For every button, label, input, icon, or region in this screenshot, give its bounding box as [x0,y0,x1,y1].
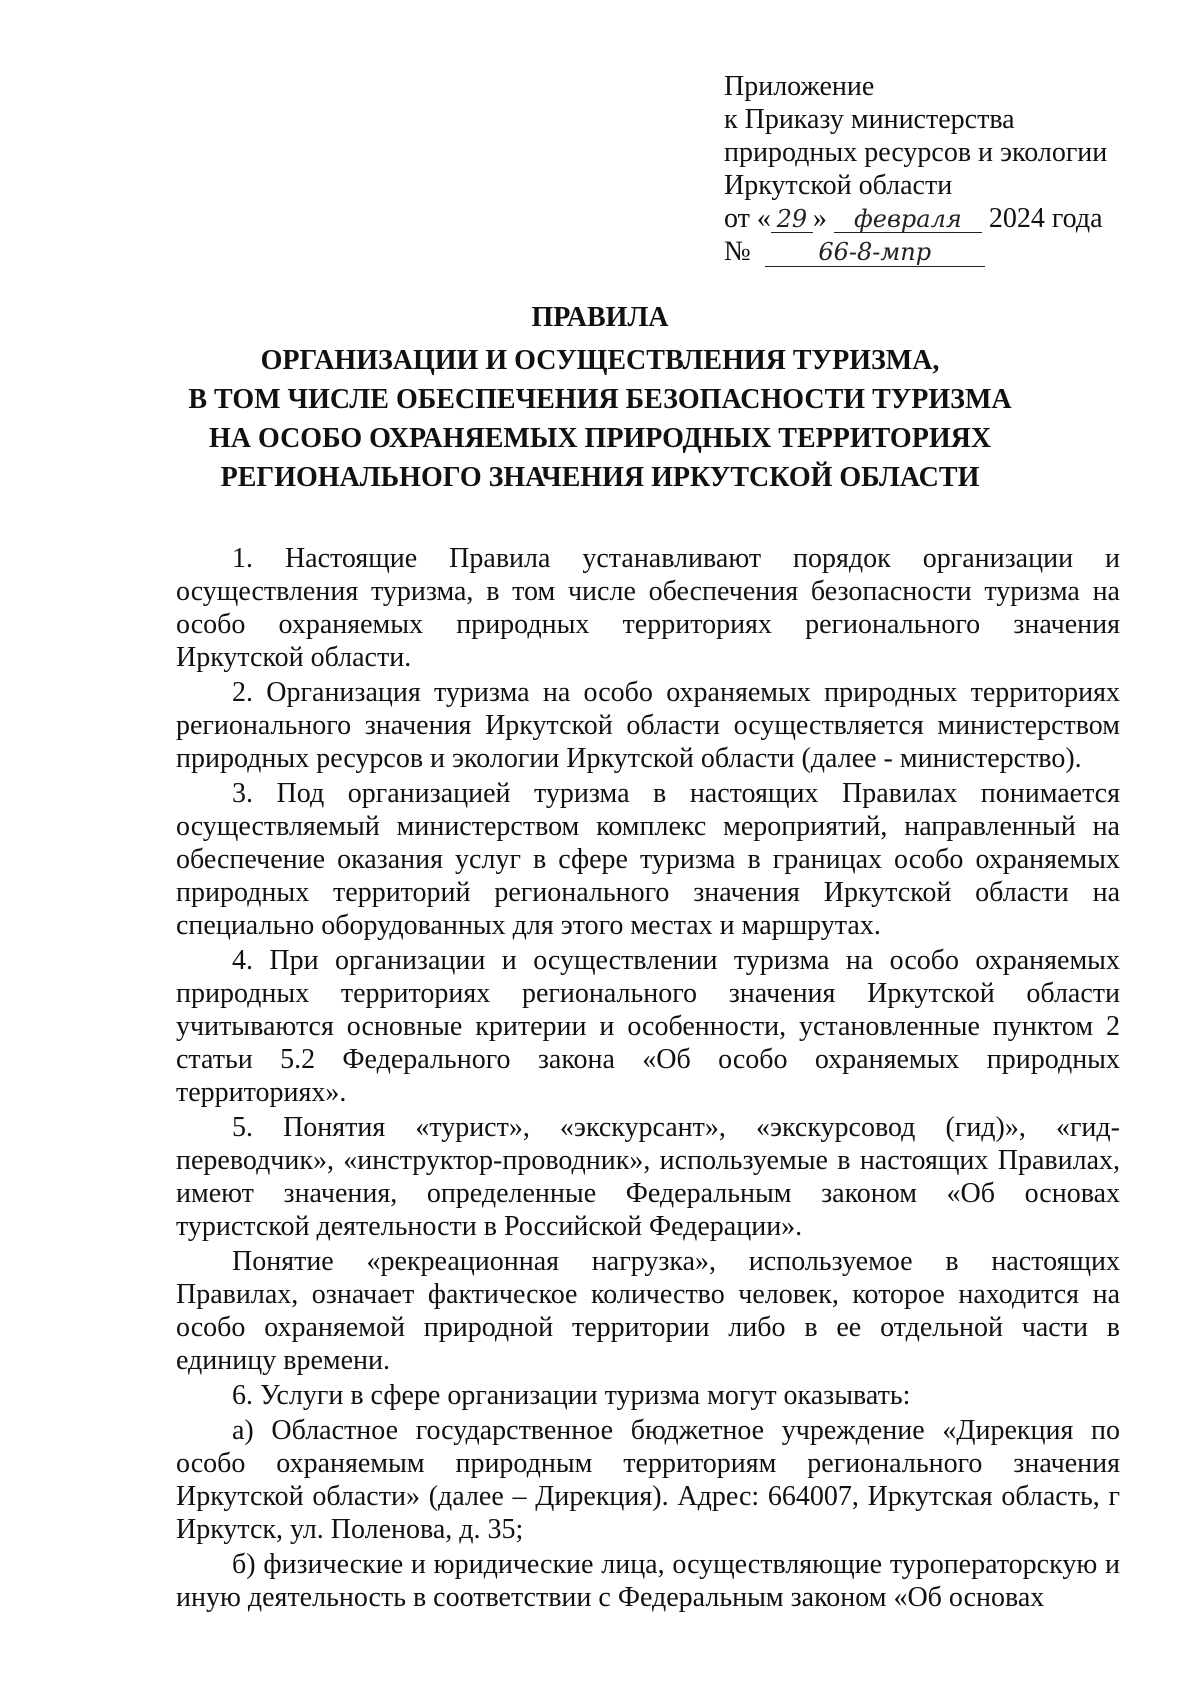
appendix-date-line [724,202,1144,235]
appendix-line-3: природных ресурсов и экологии [724,137,1108,168]
title-line-4: РЕГИОНАЛЬНОГО ЗНАЧЕНИЯ ИРКУТСКОЙ ОБЛАСТИ [220,462,980,493]
paragraph-5-recreational-load: Понятие «рекреационная нагрузка», используемое в настоящих Правилах, означает фактическое количество человек, которое находится на особо охраняемой природной территории либо в ее отдельной части в единицу времени. [176,1246,1120,1376]
number-handwritten: 66-8-мпр [765,238,985,267]
appendix-number-line [724,235,1144,268]
document-title [150,298,1050,497]
date-day-handwritten: 29 [771,206,813,233]
appendix-header [724,70,1144,268]
date-year: 2024 года [988,203,1103,234]
title-main: ПРАВИЛА [531,302,669,333]
paragraph-6b: б) физические и юридические лица, осуществляющие туроператорскую и иную деятельность в соответствии с Федеральным законом «Об основах [176,1549,1120,1613]
title-line-2: В ТОМ ЧИСЛЕ ОБЕСПЕЧЕНИЯ БЕЗОПАСНОСТИ ТУРИЗМА [188,384,1012,415]
appendix-line-2: к Приказу министерства [724,104,1015,135]
document-body [176,542,1120,1614]
paragraph-6: 6. Услуги в сфере организации туризма могут оказывать: [232,1380,911,1411]
title-line-3: НА ОСОБО ОХРАНЯЕМЫХ ПРИРОДНЫХ ТЕРРИТОРИЯХ [208,423,992,454]
paragraph-3: 3. Под организацией туризма в настоящих Правилах понимается осуществляемый министерством комплекс мероприятий, направленный на обеспечение оказания услуг в сфере туризма в границах особо охраняемых природных территорий регионального значения Иркутской области на специально оборудованных для этого местах и маршрутах. [176,778,1120,941]
date-prefix: от « [724,203,771,234]
paragraph-5: 5. Понятия «турист», «экскурсант», «экскурсовод (гид)», «гид-переводчик», «инструктор-проводник», используемые в настоящих Правилах, имеют значения, определенные Федеральным законом «Об основах туристской деятельности в Российской Федерации». [176,1112,1120,1242]
paragraph-4: 4. При организации и осуществлении туризма на особо охраняемых природных территориях регионального значения Иркутской области учитываются основные критерии и особенности, установленные пунктом 2 статьи 5.2 Федерального закона «Об особо охраняемых природных территориях». [176,945,1120,1108]
date-mid: » [812,203,827,234]
title-line-1: ОРГАНИЗАЦИИ И ОСУЩЕСТВЛЕНИЯ ТУРИЗМА, [260,345,940,376]
number-prefix: № [724,236,751,267]
paragraph-6a: а) Областное государственное бюджетное учреждение «Дирекция по особо охраняемым природным территориям регионального значения Иркутской области» (далее – Дирекция). Адрес: 664007, Иркутская область, г Иркутск, ул. Поленова, д. 35; [176,1415,1120,1545]
paragraph-2: 2. Организация туризма на особо охраняемых природных территориях регионального значения Иркутской области осуществляется министерством природных ресурсов и экологии Иркутской области (далее - министерство). [176,677,1120,774]
date-month-handwritten: февраля [834,206,982,233]
appendix-line-1: Приложение [724,71,875,102]
appendix-line-4: Иркутской области [724,170,953,201]
paragraph-1: 1. Настоящие Правила устанавливают порядок организации и осуществления туризма, в том числе обеспечения безопасности туризма на особо охраняемых природных территориях регионального значения Иркутской области. [176,543,1120,673]
